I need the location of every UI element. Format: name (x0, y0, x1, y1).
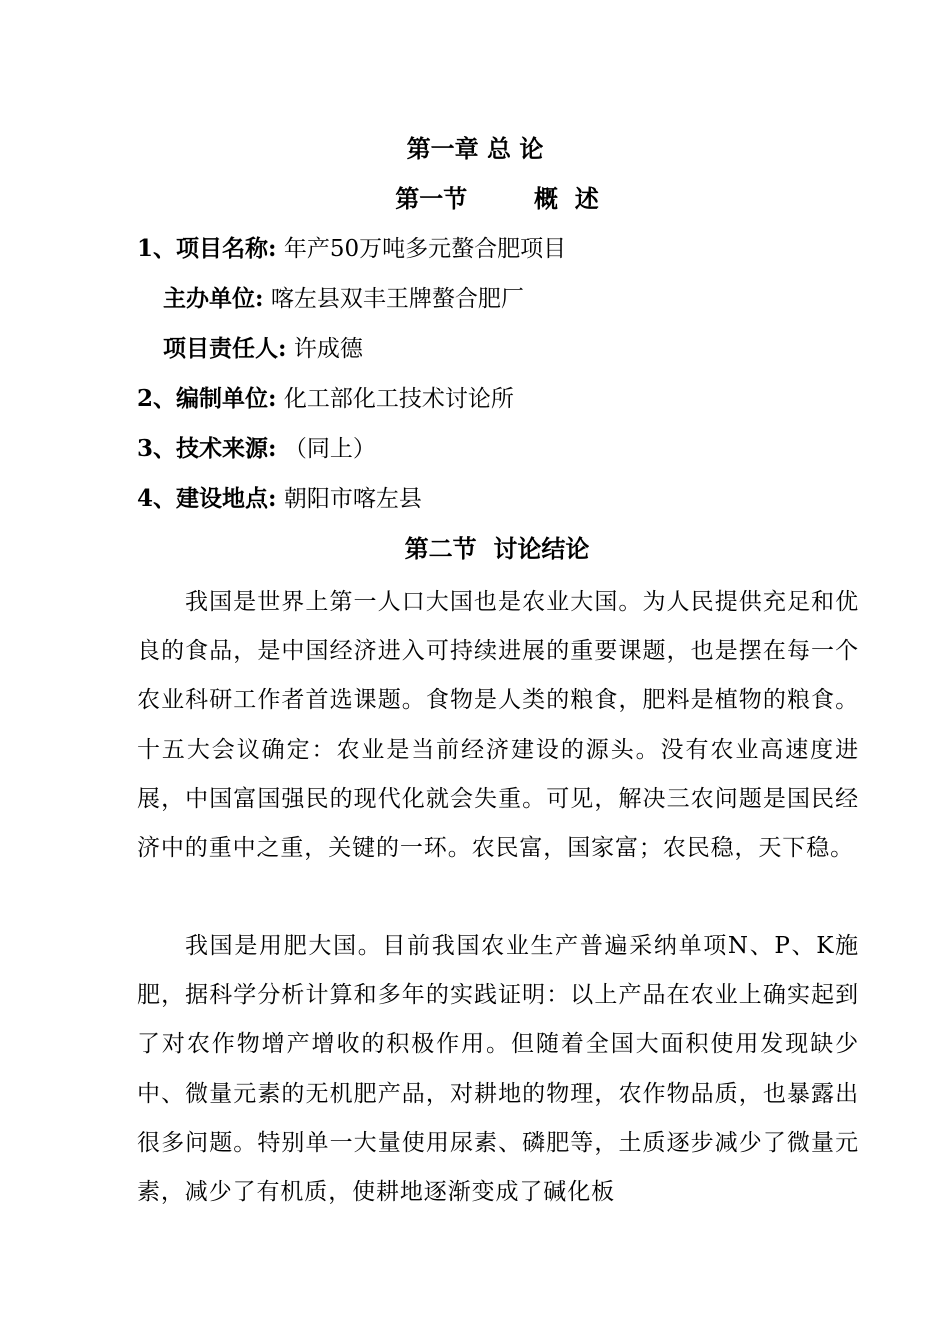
sponsor-field (163, 283, 524, 315)
responsible-person-value: 许成德 (293, 336, 363, 362)
location-field (137, 483, 422, 515)
project-name-field (137, 233, 566, 265)
location-value: 朝阳市喀左县 (283, 486, 422, 512)
location-label: 4、建设地点: (137, 485, 277, 512)
tech-source-field (137, 433, 376, 465)
sponsor-value: 喀左县双丰王牌螯合肥厂 (270, 286, 524, 312)
paragraph-2: 我国是用肥大国。目前我国农业生产普遍采纳单项N、P、K施肥，据科学分析计算和多年的实践证明：以上产品在农业上确实起到了对农作物增产增收的积极作用。但随着全国大面积使用发现缺少中、微量元素的无机肥产品，对耕地的物理，农作物品质，也暴露出很多问题。特别单一大量使用尿素、磷肥等，土质逐步减少了微量元素，减少了有机质，使耕地逐渐变成了碱化板 (137, 933, 859, 1206)
section-title-overview: 第一节 概 述 (395, 184, 599, 213)
section-title-conclusion: 第二节 讨论结论 (404, 534, 590, 563)
tech-source-value: （同上） (283, 436, 376, 462)
chapter-title: 第一章 总 论 (406, 134, 544, 163)
tech-source-label: 3、技术来源: (137, 435, 277, 462)
compiler-value: 化工部化工技术讨论所 (283, 386, 514, 412)
responsible-person-label: 项目责任人: (163, 335, 287, 362)
sponsor-label: 主办单位: (163, 285, 264, 312)
responsible-person-field (163, 333, 363, 365)
compiler-label: 2、编制单位: (137, 385, 277, 412)
compiler-field (137, 383, 514, 415)
project-name-label: 1、项目名称: (137, 235, 277, 262)
project-name-value: 年产50万吨多元螯合肥项目 (283, 236, 567, 262)
paragraph-1: 我国是世界上第一人口大国也是农业大国。为人民提供充足和优良的食品，是中国经济进入可持续进展的重要课题，也是摆在每一个农业科研工作者首选课题。食物是人类的粮食，肥料是植物的粮食。十五大会议确定：农业是当前经济建设的源头。没有农业高速度进展，中国富国强民的现代化就会失重。可见，解决三农问题是国民经济中的重中之重，关键的一环。农民富，国家富；农民稳，天下稳。 (137, 589, 859, 862)
